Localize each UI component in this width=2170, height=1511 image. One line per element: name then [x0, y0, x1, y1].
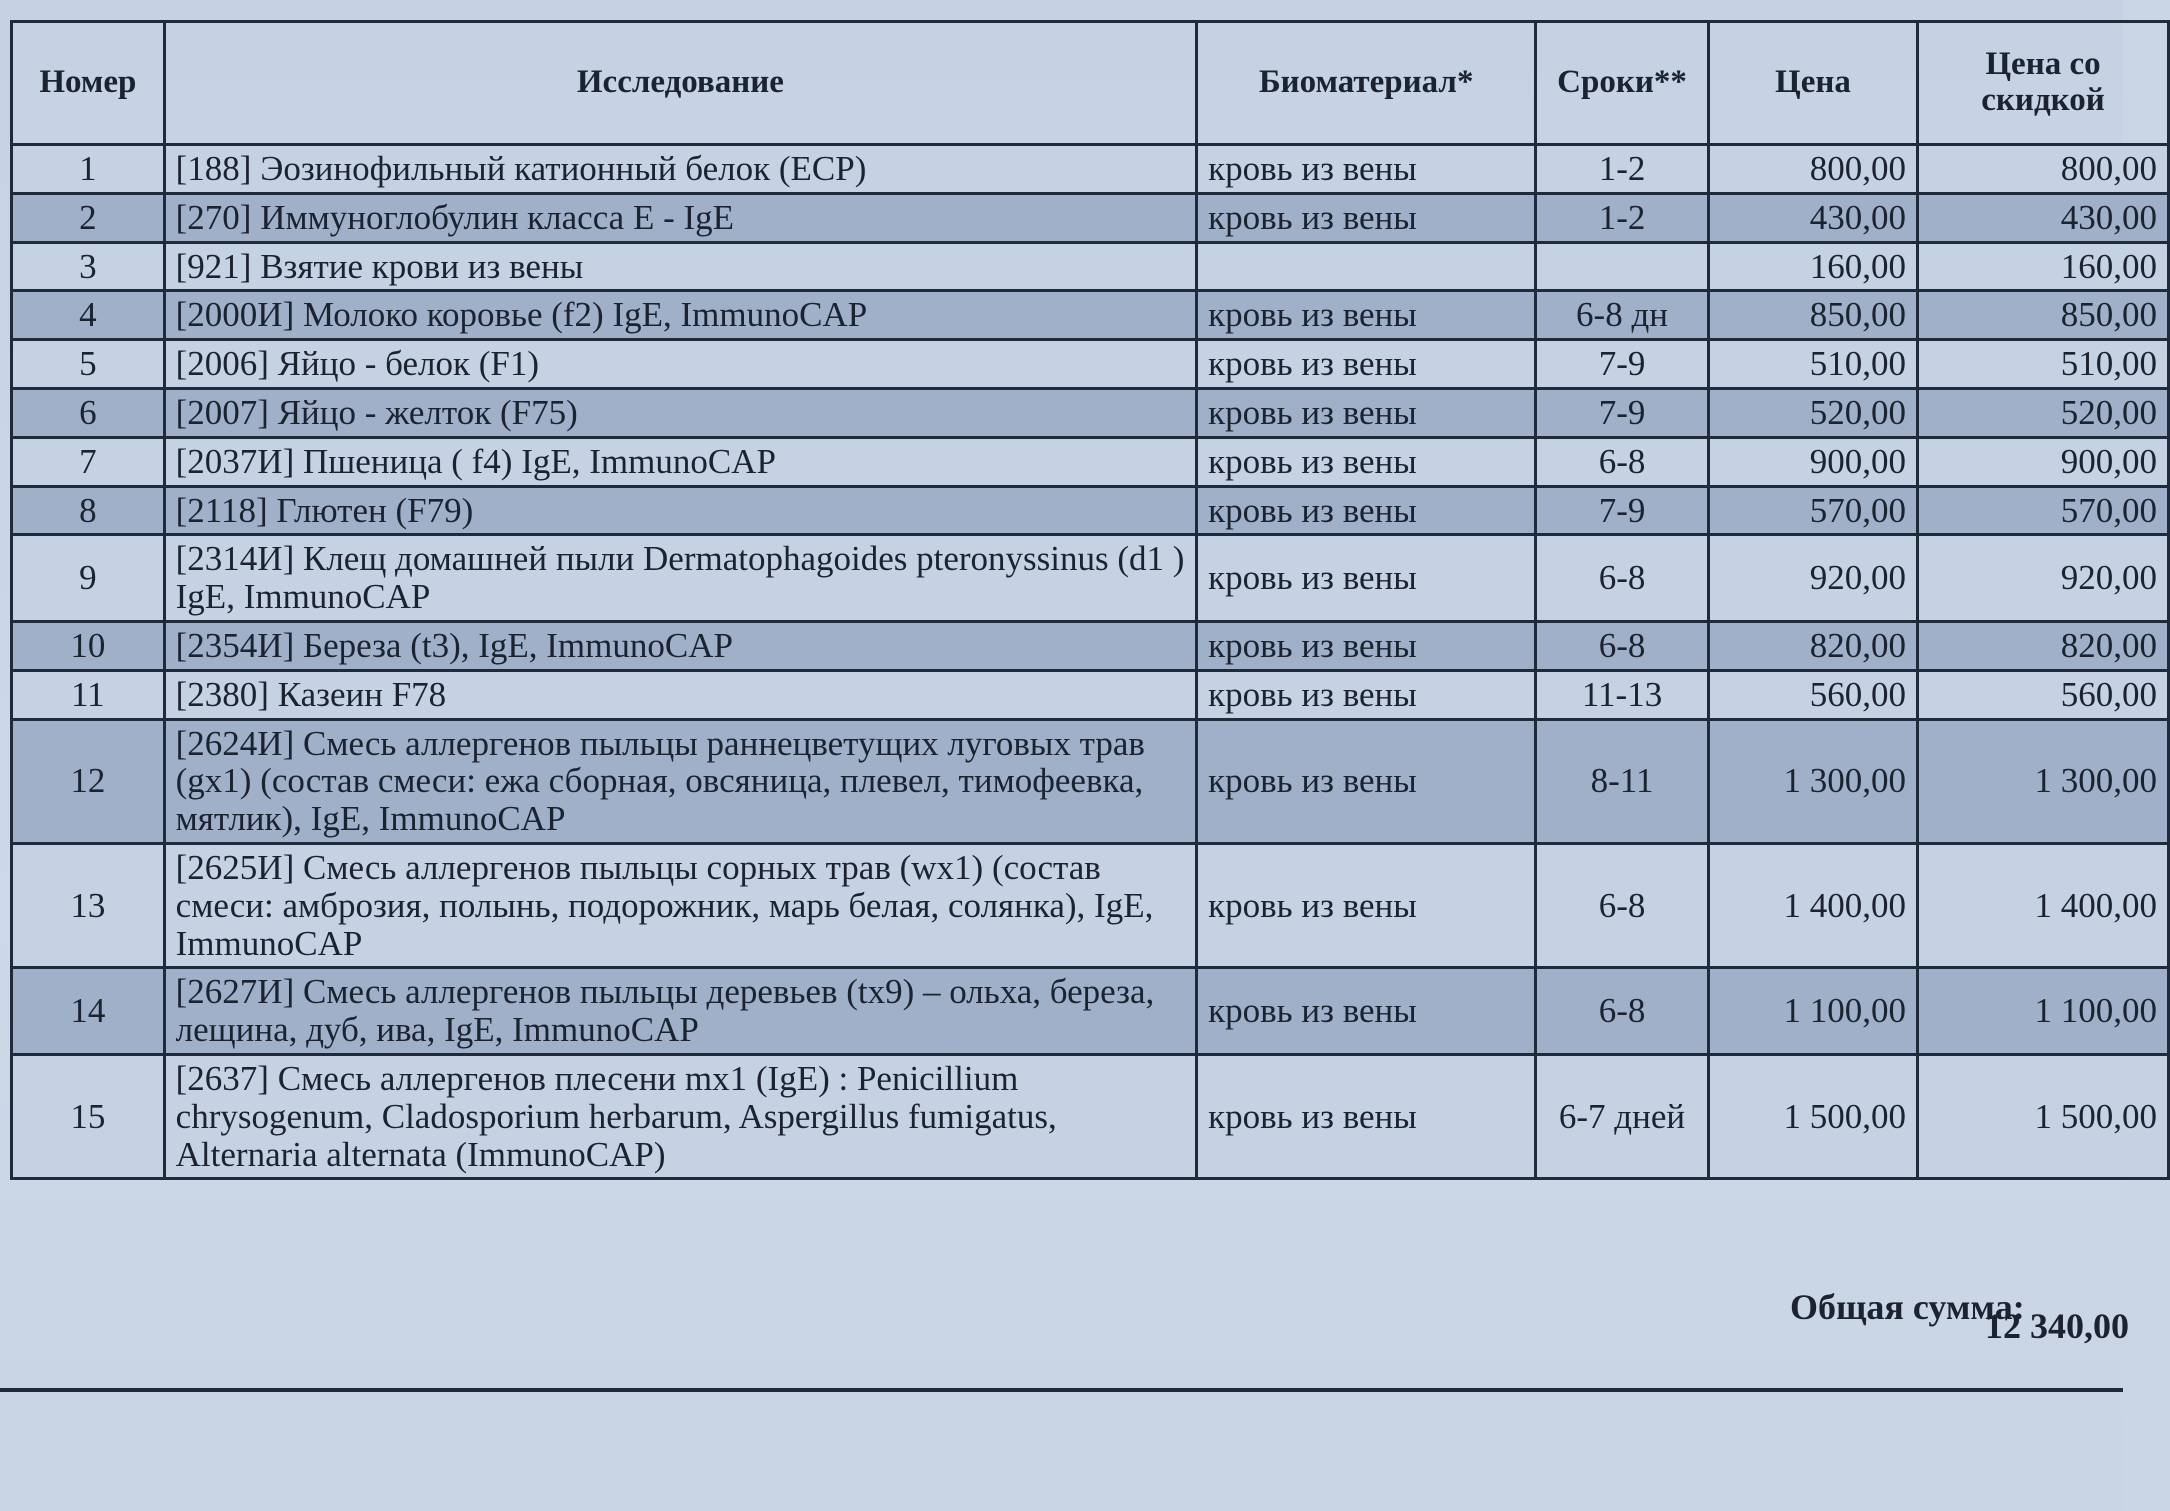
row-price: 560,00: [1708, 670, 1917, 719]
row-study: [2006] Яйцо - белок (F1): [164, 340, 1197, 389]
row-study: [2000И] Молоко коровье (f2) IgE, ImmunoCAP: [164, 291, 1197, 340]
row-term: 6-8: [1536, 621, 1709, 670]
row-discount-price: 1 500,00: [1918, 1054, 2169, 1178]
row-term: 7-9: [1536, 340, 1709, 389]
row-study: [2354И] Береза (t3), IgE, ImmunoCAP: [164, 621, 1197, 670]
table-row: [12, 1054, 2169, 1178]
divider: [0, 1388, 2123, 1392]
row-discount-price: 520,00: [1918, 388, 2169, 437]
row-biomaterial: кровь из вены: [1197, 291, 1536, 340]
row-price: 820,00: [1708, 621, 1917, 670]
row-term: 7-9: [1536, 486, 1709, 535]
row-discount-price: 820,00: [1918, 621, 2169, 670]
row-term: 6-8: [1536, 535, 1709, 622]
row-biomaterial: кровь из вены: [1197, 621, 1536, 670]
row-study: [2624И] Смесь аллергенов пыльцы раннецветущих луговых трав (gx1) (состав смеси: ежа сборная, овсяница, плевел, тимофеевка, мятлик), IgE, ImmunoCAP: [164, 719, 1197, 843]
row-term: 7-9: [1536, 388, 1709, 437]
row-number: 2: [12, 193, 165, 242]
row-biomaterial: кровь из вены: [1197, 843, 1536, 967]
row-discount-price: 900,00: [1918, 437, 2169, 486]
row-discount-price: 920,00: [1918, 535, 2169, 622]
row-study: [2627И] Смесь аллергенов пыльцы деревьев (tx9) – ольха, береза, лещина, дуб, ива, IgE, ImmunoCAP: [164, 968, 1197, 1055]
row-discount-price: 1 300,00: [1918, 719, 2169, 843]
row-biomaterial: кровь из вены: [1197, 670, 1536, 719]
table-row: [12, 437, 2169, 486]
row-number: 14: [12, 968, 165, 1055]
row-number: 3: [12, 242, 165, 291]
row-price: 1 100,00: [1708, 968, 1917, 1055]
row-number: 12: [12, 719, 165, 843]
row-term: [1536, 242, 1709, 291]
table-row: [12, 535, 2169, 622]
table-row: [12, 145, 2169, 194]
row-term: 6-8: [1536, 968, 1709, 1055]
row-study: [2380] Казеин F78: [164, 670, 1197, 719]
table-row: [12, 670, 2169, 719]
header-price: Цена: [1708, 22, 1917, 145]
row-biomaterial: кровь из вены: [1197, 535, 1536, 622]
row-price: 1 400,00: [1708, 843, 1917, 967]
row-number: 4: [12, 291, 165, 340]
row-discount-price: 800,00: [1918, 145, 2169, 194]
table-header-row: [12, 22, 2169, 145]
row-term: 6-8 дн: [1536, 291, 1709, 340]
table-row: [12, 193, 2169, 242]
row-price: 510,00: [1708, 340, 1917, 389]
row-biomaterial: кровь из вены: [1197, 719, 1536, 843]
row-discount-price: 160,00: [1918, 242, 2169, 291]
row-biomaterial: кровь из вены: [1197, 340, 1536, 389]
table-row: [12, 968, 2169, 1055]
row-discount-price: 1 400,00: [1918, 843, 2169, 967]
row-price: 850,00: [1708, 291, 1917, 340]
row-study: [2118] Глютен (F79): [164, 486, 1197, 535]
table-body: [12, 145, 2169, 1179]
row-discount-price: 570,00: [1918, 486, 2169, 535]
row-number: 8: [12, 486, 165, 535]
row-study: [2007] Яйцо - желток (F75): [164, 388, 1197, 437]
row-price: 520,00: [1708, 388, 1917, 437]
row-study: [2314И] Клещ домашней пыли Dermatophagoides pteronyssinus (d1 ) IgE, ImmunoCAP: [164, 535, 1197, 622]
row-biomaterial: кровь из вены: [1197, 486, 1536, 535]
table-row: [12, 843, 2169, 967]
table-row: [12, 486, 2169, 535]
row-study: [2637] Смесь аллергенов плесени mx1 (IgE) : Penicillium chrysogenum, Cladosporium herbarum, Aspergillus fumigatus, Alternaria alternata (ImmunoCAP): [164, 1054, 1197, 1178]
row-study: [188] Эозинофильный катионный белок (ECP): [164, 145, 1197, 194]
total-label-text: Общая сумма:: [1790, 1287, 2025, 1327]
table-row: [12, 291, 2169, 340]
row-discount-price: 560,00: [1918, 670, 2169, 719]
table-row: [12, 388, 2169, 437]
row-biomaterial: кровь из вены: [1197, 388, 1536, 437]
total-value: 12 340,00: [1985, 1306, 2129, 1346]
row-price: 570,00: [1708, 486, 1917, 535]
row-price: 800,00: [1708, 145, 1917, 194]
row-term: 6-8: [1536, 437, 1709, 486]
row-price: 160,00: [1708, 242, 1917, 291]
row-number: 5: [12, 340, 165, 389]
row-study: [921] Взятие крови из вены: [164, 242, 1197, 291]
row-number: 1: [12, 145, 165, 194]
row-study: [270] Иммуноглобулин класса E - IgE: [164, 193, 1197, 242]
row-price: 1 500,00: [1708, 1054, 1917, 1178]
row-price: 920,00: [1708, 535, 1917, 622]
row-study: [2625И] Смесь аллергенов пыльцы сорных трав (wx1) (состав смеси: амброзия, полынь, подорожник, марь белая, солянка), IgE, ImmunoCAP: [164, 843, 1197, 967]
header-biomaterial: Биоматериал*: [1197, 22, 1536, 145]
row-biomaterial: кровь из вены: [1197, 1054, 1536, 1178]
table-row: [12, 340, 2169, 389]
row-biomaterial: кровь из вены: [1197, 145, 1536, 194]
row-term: 8-11: [1536, 719, 1709, 843]
row-number: 7: [12, 437, 165, 486]
row-number: 13: [12, 843, 165, 967]
row-number: 10: [12, 621, 165, 670]
row-price: 900,00: [1708, 437, 1917, 486]
row-discount-price: 850,00: [1918, 291, 2169, 340]
row-number: 6: [12, 388, 165, 437]
row-biomaterial: кровь из вены: [1197, 193, 1536, 242]
row-term: 6-7 дней: [1536, 1054, 1709, 1178]
header-study: Исследование: [164, 22, 1197, 145]
row-biomaterial: кровь из вены: [1197, 437, 1536, 486]
header-discount-price: Цена со скидкой: [1918, 22, 2169, 145]
row-biomaterial: [1197, 242, 1536, 291]
row-term: 11-13: [1536, 670, 1709, 719]
row-study: [2037И] Пшеница ( f4) IgE, ImmunoCAP: [164, 437, 1197, 486]
row-number: 15: [12, 1054, 165, 1178]
row-discount-price: 510,00: [1918, 340, 2169, 389]
row-number: 11: [12, 670, 165, 719]
table-row: [12, 242, 2169, 291]
row-price: 1 300,00: [1708, 719, 1917, 843]
table-row: [12, 719, 2169, 843]
row-discount-price: 430,00: [1918, 193, 2169, 242]
price-table: [10, 20, 2170, 1180]
row-term: 6-8: [1536, 843, 1709, 967]
row-term: 1-2: [1536, 193, 1709, 242]
row-number: 9: [12, 535, 165, 622]
table-row: [12, 621, 2169, 670]
row-price: 430,00: [1708, 193, 1917, 242]
row-discount-price: 1 100,00: [1918, 968, 2169, 1055]
row-biomaterial: кровь из вены: [1197, 968, 1536, 1055]
header-number: Номер: [12, 22, 165, 145]
row-term: 1-2: [1536, 145, 1709, 194]
header-term: Сроки**: [1536, 22, 1709, 145]
